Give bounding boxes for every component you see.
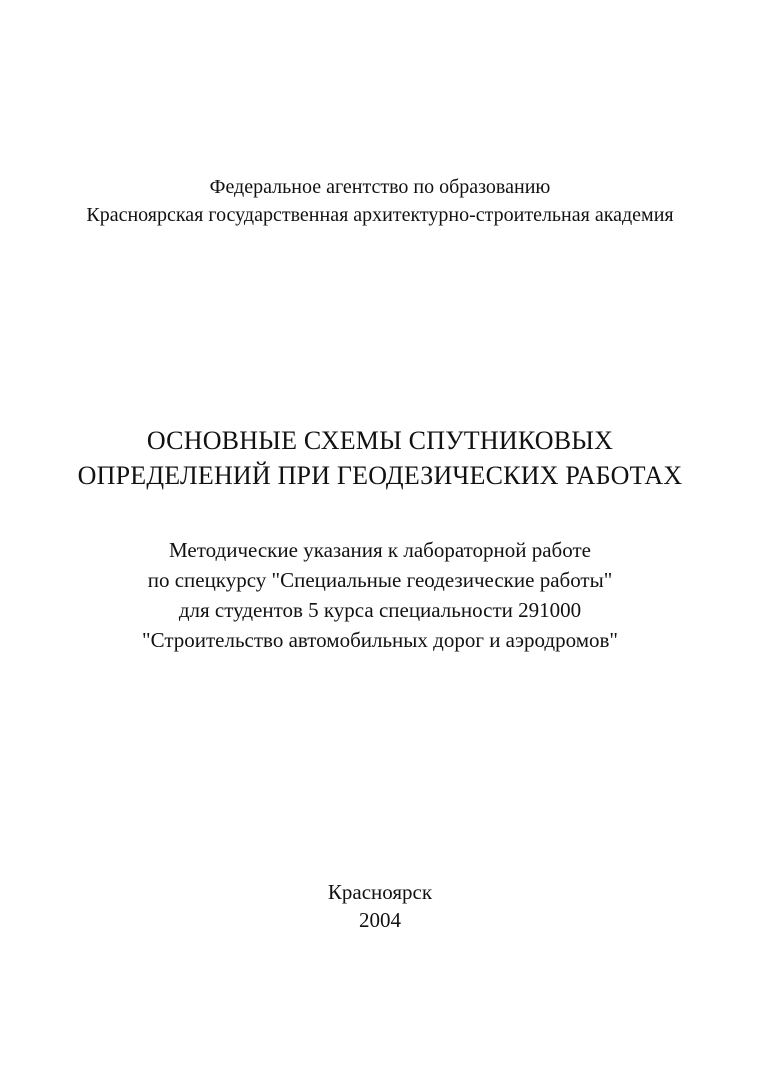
subtitle-line-1: Методические указания к лабораторной работе [169, 538, 591, 562]
subtitle-line-2: по спецкурсу "Специальные геодезические работы" [147, 568, 613, 592]
academy-name: Красноярская государственная архитектурно-строительная академия [86, 204, 674, 226]
publication-year: 2004 [359, 908, 401, 932]
agency-name: Федеральное агентство по образованию [209, 176, 551, 198]
publication-city: Красноярск [327, 880, 433, 904]
subtitle-line-4: "Строительство автомобильных дорог и аэродромов" [142, 628, 618, 652]
document-title-line-2: ОПРЕДЕЛЕНИЙ ПРИ ГЕОДЕЗИЧЕСКИХ РАБОТАХ [77, 461, 683, 490]
document-title-line-1: ОСНОВНЫЕ СХЕМЫ СПУТНИКОВЫХ [146, 426, 614, 455]
subtitle-line-3: для студентов 5 курса специальности 291000 [178, 598, 582, 622]
